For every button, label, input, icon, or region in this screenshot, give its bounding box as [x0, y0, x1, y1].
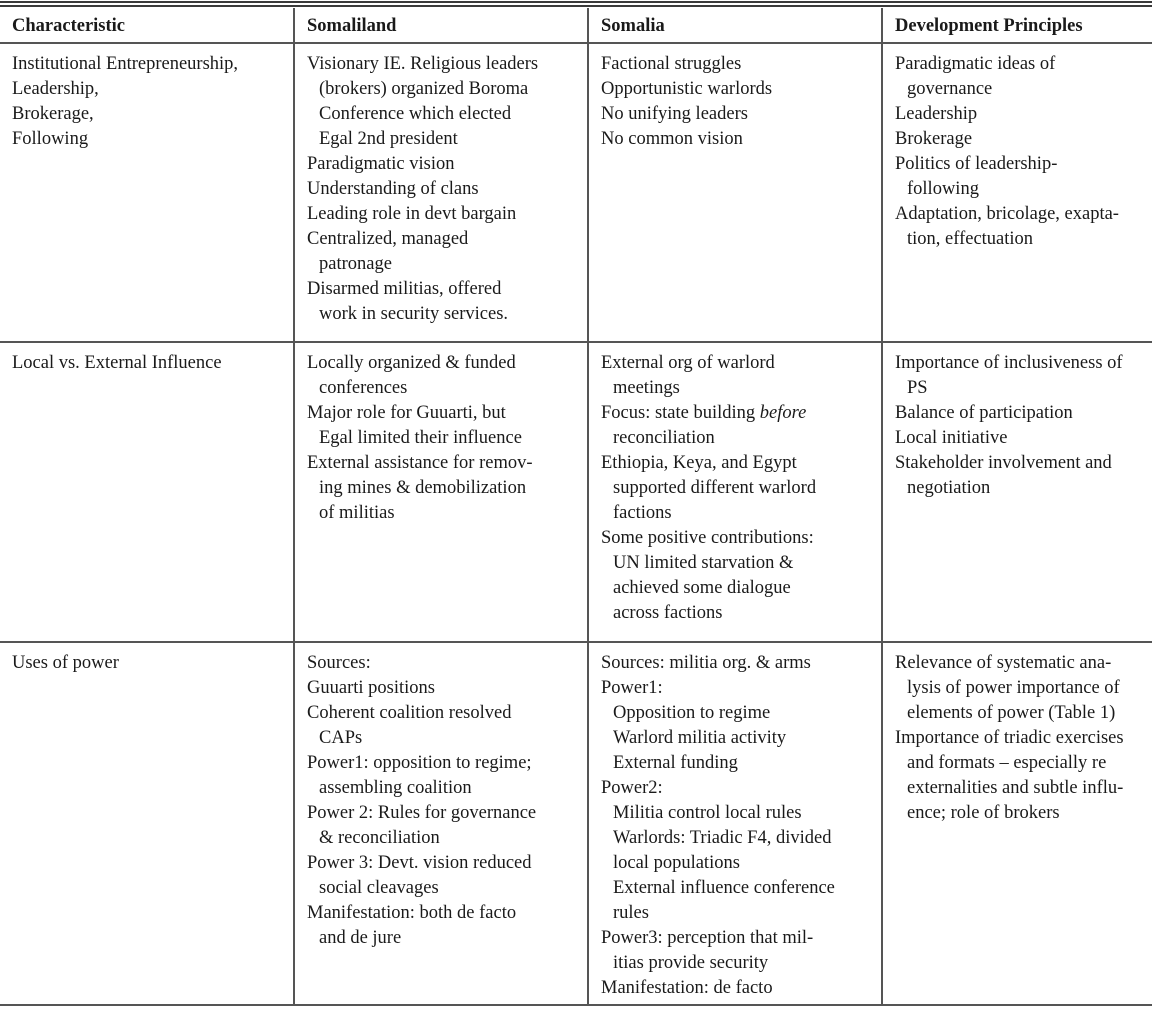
cell-characteristic: [0, 642, 294, 1005]
header-somalia: Somalia: [588, 8, 882, 43]
cell-line: External assistance for remov-: [307, 453, 533, 473]
cell-line: Ethiopia, Keya, and Egypt: [601, 453, 797, 473]
header-development-principles: Development Principles: [882, 8, 1152, 43]
cell-line: lysis of power importance of: [907, 678, 1120, 698]
cell-line: Leading role in devt bargain: [307, 204, 517, 224]
cell-characteristic: [0, 43, 294, 342]
cell-line: CAPs: [319, 728, 363, 748]
cell-line: Manifestation: both de facto: [307, 903, 517, 923]
cell-line: Balance of participation: [895, 403, 1073, 423]
cell-line: Institutional Entrepreneurship,: [12, 54, 239, 74]
cell-line: Disarmed militias, offered: [307, 279, 502, 299]
cell-line: Local initiative: [895, 428, 1008, 448]
table-row: [0, 43, 1152, 342]
cell-line: Manifestation: de facto: [601, 978, 773, 998]
cell-line: Politics of leadership-: [895, 154, 1058, 174]
table-row: [0, 642, 1152, 1005]
top-rule: [0, 1, 1152, 3]
cell-line: social cleavages: [319, 878, 439, 898]
header-row: [0, 8, 1152, 43]
cell-line: Power 2: Rules for governance: [307, 803, 537, 823]
cell-line: Major role for Guuarti, but: [307, 403, 506, 423]
cell-somalia: [588, 43, 882, 342]
cell-line: across factions: [613, 603, 723, 623]
cell-line: External funding: [613, 753, 738, 773]
cell-line: assembling coalition: [319, 778, 472, 798]
cell-line: Militia control local rules: [613, 803, 802, 823]
top-rule: [0, 5, 1152, 7]
italic-emphasis: before: [759, 403, 807, 423]
cell-line: itias provide security: [613, 953, 769, 973]
cell-line: following: [907, 179, 979, 199]
cell-line: Power 3: Devt. vision reduced: [307, 853, 532, 873]
cell-line: Relevance of systematic ana-: [895, 653, 1112, 673]
cell-line: No common vision: [601, 129, 743, 149]
cell-line: & reconciliation: [319, 828, 440, 848]
cell-line: factions: [613, 503, 672, 523]
cell-line: Conference which elected: [319, 104, 512, 124]
cell-characteristic: [0, 342, 294, 642]
cell-line: and de jure: [319, 928, 402, 948]
cell-line: (brokers) organized Boroma: [319, 79, 529, 99]
cell-line: tion, effectuation: [907, 229, 1034, 249]
comparison-table: [0, 8, 1152, 1006]
cell-line: Sources: militia org. & arms: [601, 653, 811, 673]
cell-line: Paradigmatic vision: [307, 154, 455, 174]
cell-line: local populations: [613, 853, 740, 873]
cell-development-principles: [882, 43, 1152, 342]
cell-line: Egal limited their influence: [319, 428, 522, 448]
cell-somalia: [588, 642, 882, 1005]
cell-line: Centralized, managed: [307, 229, 469, 249]
cell-line: governance: [907, 79, 993, 99]
cell-line: reconciliation: [613, 428, 715, 448]
cell-line: Following: [12, 129, 89, 149]
cell-line: work in security services.: [319, 304, 509, 324]
cell-line: Visionary IE. Religious leaders: [307, 54, 539, 74]
cell-line: Power1:: [601, 678, 663, 698]
cell-line: Warlords: Triadic F4, divided: [613, 828, 832, 848]
cell-line: Power3: perception that mil-: [601, 928, 814, 948]
cell-development-principles: [882, 642, 1152, 1005]
cell-line: Stakeholder involvement and: [895, 453, 1112, 473]
cell-line: and formats – especially re: [907, 753, 1107, 773]
cell-line: Uses of power: [12, 653, 119, 673]
cell-line: Understanding of clans: [307, 179, 479, 199]
cell-line: Sources:: [307, 653, 371, 673]
cell-line: External org of warlord: [601, 353, 775, 373]
cell-line: Paradigmatic ideas of: [895, 54, 1056, 74]
cell-line: Opposition to regime: [613, 703, 771, 723]
cell-somaliland: [294, 342, 588, 642]
cell-line: Brokerage: [895, 129, 973, 149]
cell-line: Leadership: [895, 104, 978, 124]
cell-somaliland: [294, 43, 588, 342]
cell-line: of militias: [319, 503, 395, 523]
cell-line: ence; role of brokers: [907, 803, 1060, 823]
cell-line: Warlord militia activity: [613, 728, 787, 748]
cell-line: supported different warlord: [613, 478, 817, 498]
cell-line: Egal 2nd president: [319, 129, 458, 149]
table-row: [0, 342, 1152, 642]
cell-line: Focus: state building before: [601, 403, 807, 423]
cell-development-principles: [882, 342, 1152, 642]
cell-line: Power1: opposition to regime;: [307, 753, 532, 773]
cell-line: Power2:: [601, 778, 663, 798]
cell-line: Coherent coalition resolved: [307, 703, 512, 723]
cell-line: Locally organized & funded: [307, 353, 516, 373]
cell-line: Adaptation, bricolage, exapta-: [895, 204, 1119, 224]
cell-line: Brokerage,: [12, 104, 94, 124]
cell-line: Importance of inclusiveness of: [895, 353, 1123, 373]
cell-line: PS: [907, 378, 928, 398]
cell-line: conferences: [319, 378, 408, 398]
cell-line: External influence conference: [613, 878, 835, 898]
cell-line: ing mines & demobilization: [319, 478, 527, 498]
cell-line: Guuarti positions: [307, 678, 435, 698]
cell-line: negotiation: [907, 478, 991, 498]
cell-line: Importance of triadic exercises: [895, 728, 1124, 748]
cell-line: meetings: [613, 378, 680, 398]
cell-line: Factional struggles: [601, 54, 742, 74]
header-somaliland: Somaliland: [294, 8, 588, 43]
cell-line: Local vs. External Influence: [12, 353, 222, 373]
cell-somalia: [588, 342, 882, 642]
cell-line: Some positive contributions:: [601, 528, 814, 548]
header-characteristic: Characteristic: [0, 8, 294, 43]
cell-line: Opportunistic warlords: [601, 79, 773, 99]
cell-line: No unifying leaders: [601, 104, 748, 124]
cell-line: UN limited starvation &: [613, 553, 794, 573]
cell-somaliland: [294, 642, 588, 1005]
cell-line: externalities and subtle influ-: [907, 778, 1124, 798]
cell-line: achieved some dialogue: [613, 578, 791, 598]
cell-line: rules: [613, 903, 649, 923]
cell-line: Leadership,: [12, 79, 99, 99]
cell-line: elements of power (Table 1): [907, 703, 1116, 723]
cell-line: patronage: [319, 254, 392, 274]
